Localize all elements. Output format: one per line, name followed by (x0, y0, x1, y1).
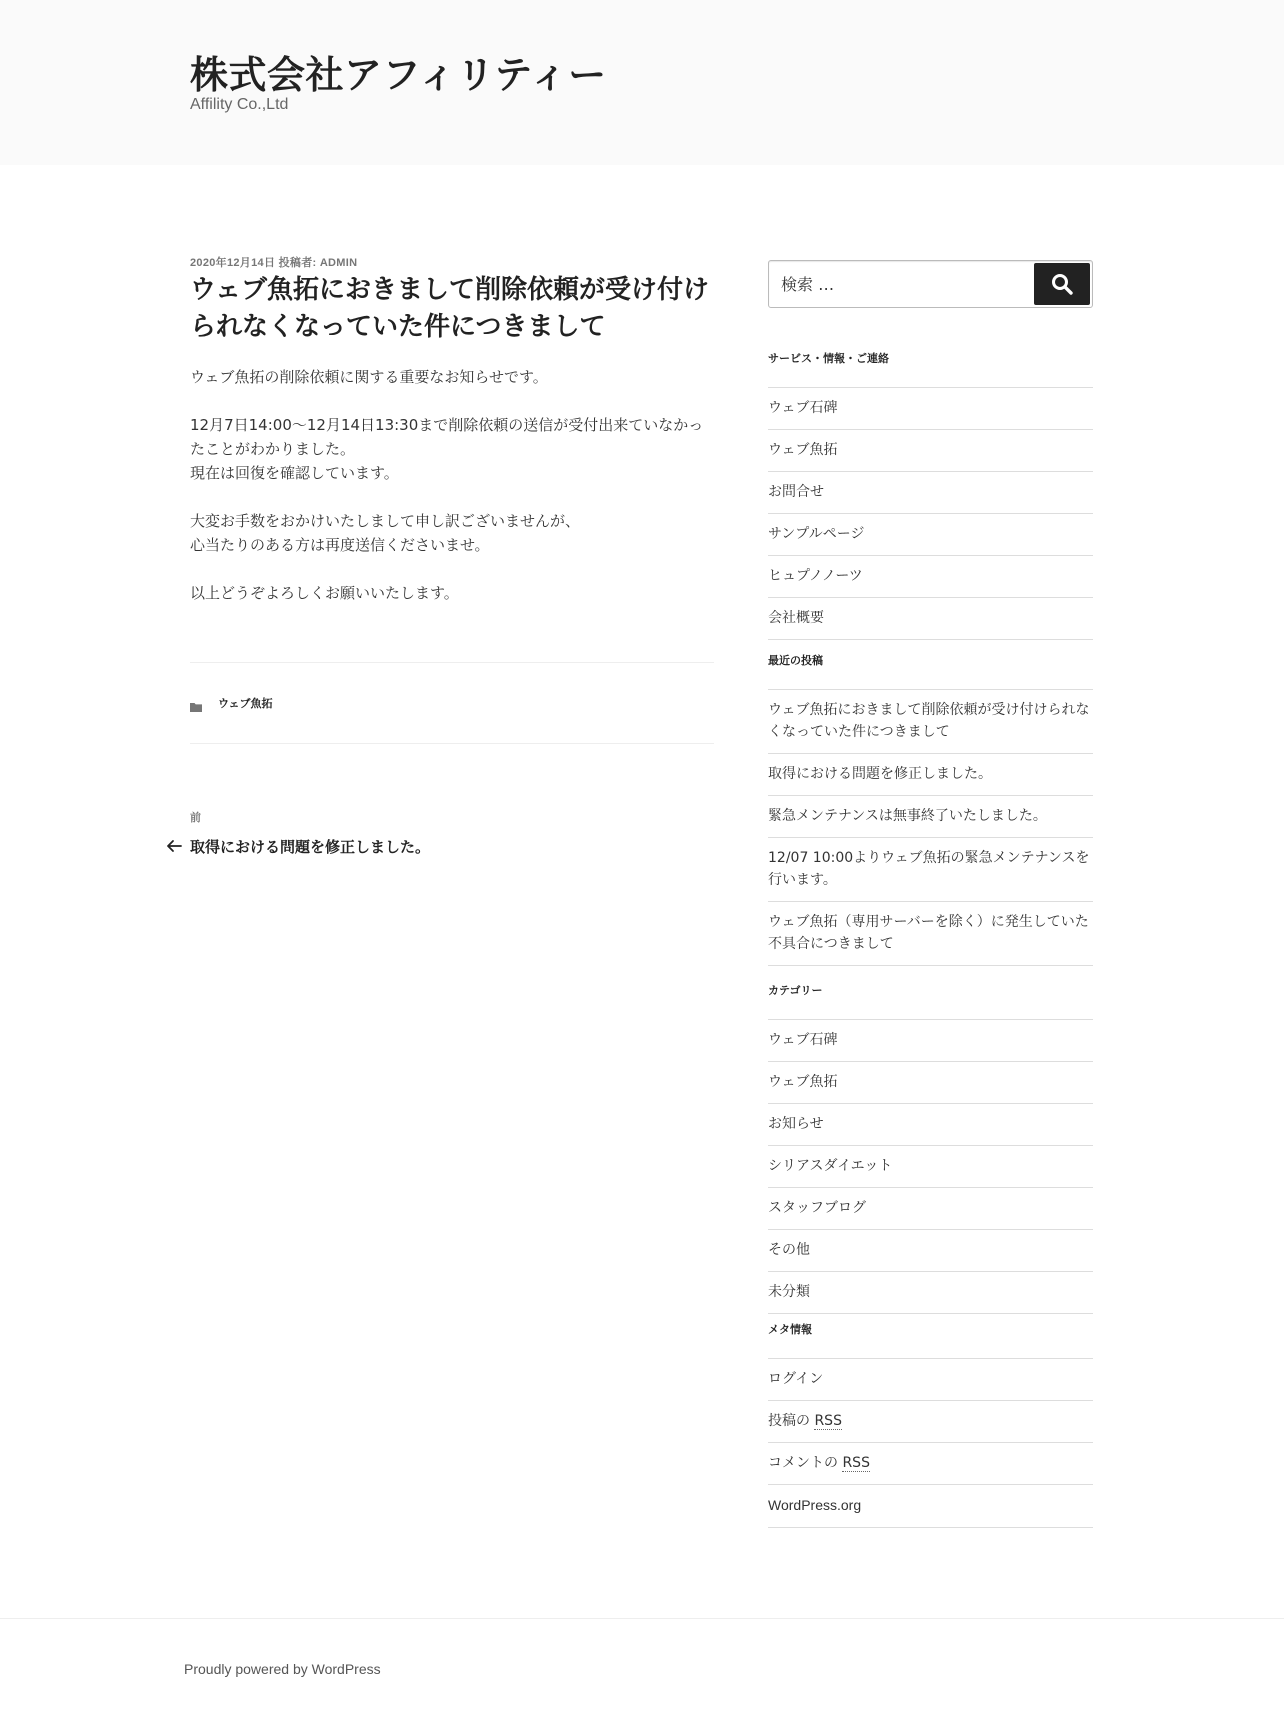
folder-icon (190, 697, 202, 707)
content-line: 現在は回復を確認しています。 (190, 464, 399, 482)
services-link[interactable]: ウェブ石碑 (768, 400, 838, 416)
content-line: 大変お手数をおかけいたしまして申し訳ございませんが、 (190, 512, 581, 530)
widget-services-list (768, 387, 1093, 640)
recent-post-link[interactable]: 緊急メンテナンスは無事終了いたしました。 (768, 808, 1047, 824)
content-paragraph (190, 509, 715, 557)
list-item (768, 1443, 1093, 1485)
widget-title-recent-posts: 最近の投稿 (768, 654, 823, 667)
site-header (0, 0, 1284, 165)
widget-title-categories: カテゴリー (768, 984, 823, 997)
list-item (768, 1230, 1093, 1272)
content-paragraph (190, 365, 715, 389)
rss-link-prefix: コメントの (768, 1455, 843, 1471)
list-item (768, 1188, 1093, 1230)
footer-credit-link[interactable]: Proudly powered by WordPress (184, 1661, 381, 1677)
services-link[interactable]: サンプルページ (768, 526, 865, 542)
list-item (768, 1272, 1093, 1314)
category-link[interactable]: シリアスダイエット (768, 1158, 893, 1174)
list-item (768, 1062, 1093, 1104)
list-item (768, 430, 1093, 472)
list-item (768, 796, 1093, 838)
list-item (768, 1146, 1093, 1188)
category-link[interactable]: スタッフブログ (768, 1200, 866, 1216)
search-button[interactable] (1034, 263, 1090, 305)
content-line: 12月7日14:00～12月14日13:30まで削除依頼の送信が受付出来ていなかったことがわかりました。 (190, 416, 704, 458)
post-nav-prev-label: 前 (190, 811, 201, 824)
content-line: 心当たりのある方は再度送信くださいませ。 (190, 536, 490, 554)
widget-title-services: サービス・情報・ご連絡 (768, 352, 889, 365)
posts-rss-link[interactable] (768, 1413, 842, 1430)
site-description: Affility Co.,Ltd (190, 96, 289, 113)
category-link[interactable]: ウェブ魚拓 (768, 1074, 838, 1090)
content-paragraph (190, 581, 715, 605)
entry-content (190, 365, 715, 629)
list-item (768, 902, 1093, 966)
widget-recent-posts-list (768, 689, 1093, 966)
recent-post-link[interactable]: 取得における問題を修正しました。 (768, 766, 992, 782)
wordpress-org-link[interactable]: WordPress.org (768, 1497, 862, 1513)
comments-rss-link[interactable] (768, 1455, 870, 1472)
widget-meta-list (768, 1358, 1093, 1528)
list-item (768, 472, 1093, 514)
rss-abbr: RSS (842, 1455, 870, 1471)
category-link[interactable]: ウェブ石碑 (768, 1032, 838, 1048)
recent-post-link[interactable]: 12/07 10:00よりウェブ魚拓の緊急メンテナンスを行います。 (768, 850, 1090, 888)
content-line: ウェブ魚拓の削除依頼に関する重要なお知らせです。 (190, 368, 548, 386)
footer-divider (0, 1618, 1284, 1619)
services-link[interactable]: ウェブ魚拓 (768, 442, 838, 458)
site-title[interactable]: 株式会社アフィリティー (190, 53, 607, 97)
widget-title-meta: メタ情報 (768, 1323, 812, 1336)
services-link[interactable]: お問合せ (768, 484, 824, 500)
login-link[interactable]: ログイン (768, 1371, 824, 1387)
recent-post-link[interactable]: ウェブ魚拓（専用サーバーを除く）に発生していた不具合につきまして (768, 914, 1089, 952)
rss-link-prefix: 投稿の (768, 1413, 815, 1429)
services-link[interactable]: 会社概要 (768, 610, 824, 626)
list-item (768, 1485, 1093, 1528)
divider (190, 743, 714, 744)
category-link[interactable]: その他 (768, 1242, 810, 1258)
list-item (768, 556, 1093, 598)
arrow-left-icon[interactable] (166, 838, 182, 854)
list-item (768, 838, 1093, 902)
post-category-link[interactable]: ウェブ魚拓 (218, 697, 273, 710)
search-icon (1051, 273, 1073, 295)
content-line: 以上どうぞよろしくお願いいたします。 (190, 584, 459, 602)
post-nav-prev-link[interactable]: 取得における問題を修正しました。 (190, 838, 431, 856)
list-item (768, 754, 1093, 796)
category-link[interactable]: お知らせ (768, 1116, 824, 1132)
list-item (768, 1401, 1093, 1443)
list-item (768, 1359, 1093, 1401)
entry-meta: 2020年12月14日 投稿者: ADMIN (190, 257, 358, 269)
list-item (768, 1020, 1093, 1062)
list-item (768, 1104, 1093, 1146)
divider (190, 662, 714, 663)
list-item (768, 690, 1093, 754)
entry-title: ウェブ魚拓におきまして削除依頼が受け付けられなくなっていた件につきまして (190, 275, 709, 342)
widget-categories-list (768, 1019, 1093, 1314)
category-link[interactable]: 未分類 (768, 1284, 810, 1300)
search-form (768, 260, 1093, 308)
list-item (768, 514, 1093, 556)
services-link[interactable]: ヒュプノノーツ (768, 568, 863, 584)
search-input[interactable] (769, 261, 1029, 307)
content-paragraph (190, 413, 715, 485)
list-item (768, 388, 1093, 430)
list-item (768, 598, 1093, 640)
rss-abbr: RSS (814, 1413, 842, 1429)
recent-post-link[interactable]: ウェブ魚拓におきまして削除依頼が受け付けられなくなっていた件につきまして (768, 702, 1090, 740)
